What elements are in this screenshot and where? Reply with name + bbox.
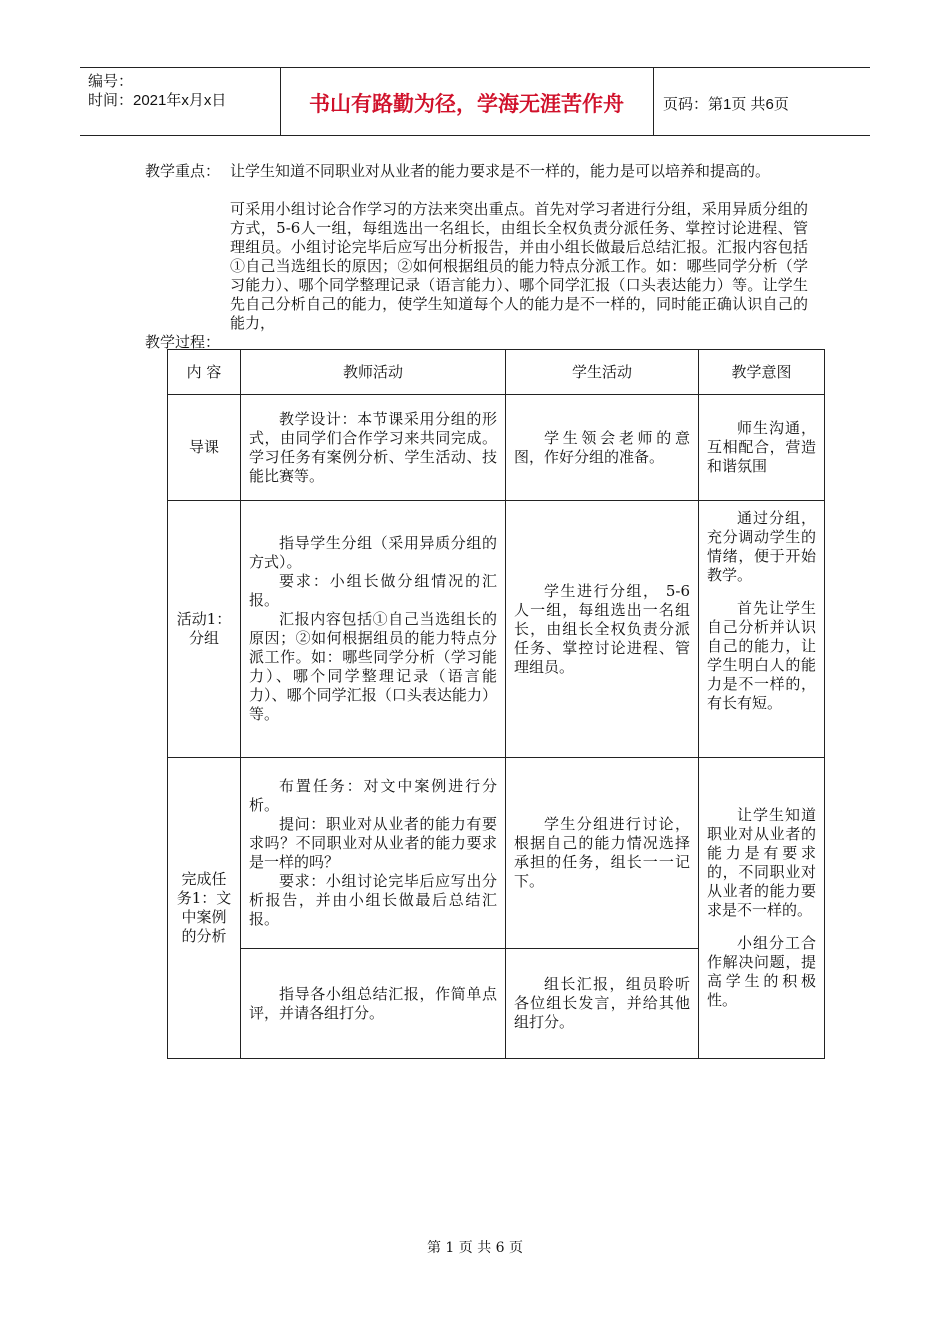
table-row	[168, 758, 825, 949]
header-content: 内 容	[168, 350, 241, 395]
teacher-activity-text: 指导学生分组（采用异质分组的方式）。	[249, 534, 497, 571]
header-top-rule	[80, 67, 870, 68]
header-divider-right	[653, 67, 654, 135]
page-footer: 第 1 页 共 6 页	[426, 1240, 524, 1256]
teacher-activity-text: 要求：小组讨论完毕后应写出分析报告，并由小组长做最后总结汇报。	[249, 872, 497, 928]
teacher-activity-cell	[241, 758, 506, 949]
teaching-intent-text: 师生沟通，互相配合，营造和谐氛围	[707, 419, 816, 475]
table-row	[168, 501, 825, 758]
student-activity-text: 组长汇报，组员聆听各位组长发言，并给其他组打分。	[514, 975, 690, 1031]
teaching-intent-cell	[699, 501, 825, 758]
student-activity-cell	[506, 949, 699, 1059]
teaching-intent-text: 首先让学生自己分析并认识自己的能力，让学生明白人的能力是不一样的，有长有短。	[707, 599, 816, 712]
teaching-intent-cell	[699, 758, 825, 1059]
student-activity-cell	[506, 758, 699, 949]
teacher-activity-text: 要求：小组长做分组情况的汇报。	[249, 572, 497, 609]
lesson-table	[167, 349, 825, 1059]
key-points-text: 让学生知道不同职业对从业者的能力要求是不一样的，能力是可以培养和提高的。	[230, 162, 771, 180]
teaching-intent-text: 通过分组，充分调动学生的情绪，便于开始教学。	[707, 509, 816, 584]
teacher-activity-text: 汇报内容包括①自己当选组长的原因；②如何根据组员的能力特点分派工作。如：哪些同学分析（学习能力）、哪个同学整理记录（语言能力）、哪个同学汇报（口头表达能力）等。	[249, 610, 497, 723]
teacher-activity-text: 提问：职业对从业者的能力有要求吗？不同职业对从业者的能力要求是一样的吗？	[249, 815, 497, 871]
teaching-intent-text: 小组分工合作解决问题，提高学生的积极性。	[707, 934, 816, 1009]
header-meta	[88, 72, 226, 110]
student-activity-text: 学生分组进行讨论，根据自己的能力情况选择承担的任务，组长一一记下。	[514, 815, 690, 890]
header-teacher-activity: 教师活动	[241, 350, 506, 395]
teacher-activity-cell	[241, 949, 506, 1059]
row-content-cell: 完成任务1：文中案例的分析	[168, 758, 241, 1059]
row-content-cell: 活动1：分组	[168, 501, 241, 758]
teacher-activity-cell	[241, 501, 506, 758]
teacher-activity-text: 布置任务：对文中案例进行分析。	[249, 777, 497, 814]
teaching-intent-text: 让学生知道职业对从业者的能力是有要求的，不同职业对从业者的能力要求是不一样的。	[707, 806, 816, 919]
student-activity-cell	[506, 395, 699, 501]
key-points-detail: 可采用小组讨论合作学习的方法来突出重点。首先对学习者进行分组，采用异质分组的方式，5-6人一组，每组选出一名组长，由组长全权负责分派任务、掌控讨论进程、管理组员。小组讨论完毕后应写出分析报告，并由小组长做最后总结汇报。汇报内容包括①自己当选组长的原因；②如何根据组员的能力特点分派工作。如：哪些同学分析（学习能力）、哪个同学整理记录（语言能力）、哪个同学汇报（口头表达能力）等。让学生先自己分析自己的能力，使学生知道每个人的能力是不一样的，同时能正确认识自己的能力，	[230, 200, 808, 332]
teacher-activity-cell	[241, 395, 506, 501]
table-header-row	[168, 350, 825, 395]
process-label: 教学过程：	[145, 333, 221, 351]
teacher-activity-text: 指导各小组总结汇报，作简单点评，并请各组打分。	[249, 984, 497, 1022]
header-student-activity: 学生活动	[506, 350, 699, 395]
student-activity-cell	[506, 501, 699, 758]
key-points-label: 教学重点：	[145, 162, 221, 180]
table-row	[168, 395, 825, 501]
student-activity-text: 学生进行分组， 5-6人一组，每组选出一名组长，由组长全权负责分派任务、掌控讨论进程、管理组员。	[514, 581, 690, 676]
row-content-cell: 导课	[168, 395, 241, 501]
teaching-intent-cell	[699, 395, 825, 501]
doc-date: 时间：2021年x月x日	[88, 92, 227, 109]
header-teaching-intent: 教学意图	[699, 350, 825, 395]
doc-number-label: 编号：	[88, 73, 134, 90]
student-activity-text: 学生领会老师的意图，作好分组的准备。	[514, 428, 690, 466]
header-bottom-rule	[80, 135, 870, 136]
header-page-info: 页码：第1页 共6页	[663, 96, 789, 113]
header-motto: 书山有路勤为径，学海无涯苦作舟	[309, 92, 624, 116]
teacher-activity-text: 教学设计：本节课采用分组的形式，由同学们合作学习来共同完成。学习任务有案例分析、学生活动、技能比赛等。	[249, 409, 497, 485]
